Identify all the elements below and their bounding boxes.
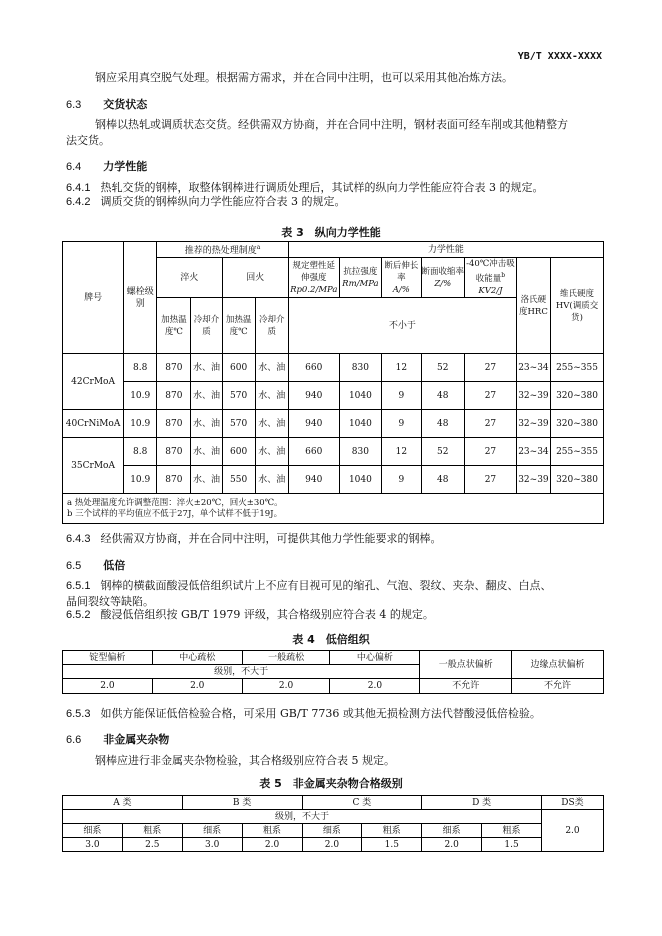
- header-ingot-segregation: 锭型偏析: [63, 651, 153, 665]
- cell-tensile: 1040: [339, 410, 381, 438]
- header-temper-temp: 加热温度℃: [222, 298, 255, 354]
- clause-number: 6.4.1: [66, 182, 91, 194]
- cell-value: 2.0: [152, 679, 242, 694]
- cell-value: 1.5: [482, 838, 542, 852]
- cell-yield: 940: [288, 410, 339, 438]
- clause-number: 6.4.2: [66, 196, 91, 208]
- cell-quench-medium: 水、油: [191, 410, 222, 438]
- cell-yield: 660: [288, 438, 339, 466]
- header-elongation: 断后伸长率 A/%: [382, 258, 421, 298]
- table-row: [63, 354, 604, 382]
- header-heat-treatment: 推荐的热处理制度$^a$: [157, 242, 289, 258]
- cell-quench-medium: 水、油: [191, 466, 222, 494]
- cell-reduction: 48: [421, 382, 465, 410]
- table-3-caption: 表 3 纵向力学性能: [281, 226, 381, 239]
- clause-6-5-1: [66, 578, 606, 594]
- header-max-grade: 级别，不大于: [63, 665, 420, 679]
- cell-elongation: 9: [382, 466, 421, 494]
- cell-impact: 27: [465, 354, 517, 382]
- cell-temper-temp: 550: [222, 466, 255, 494]
- cell-elongation: 12: [382, 354, 421, 382]
- cell-impact: 27: [465, 438, 517, 466]
- paragraph-inclusions: 钢棒应进行非金属夹杂物检验，其合格级别应符合表 5 规定。: [95, 754, 395, 767]
- cell-bolt: 8.8: [124, 354, 157, 382]
- header-quench: 淬火: [157, 258, 222, 298]
- header-bolt-class: 螺栓级别: [124, 242, 157, 354]
- cell-hrc: 23~34: [516, 354, 550, 382]
- cell-hrc: 32~39: [516, 382, 550, 410]
- header-temper-medium: 冷却介质: [255, 298, 288, 354]
- cell-temper-medium: 水、油: [255, 354, 288, 382]
- cell-tensile: 830: [339, 438, 381, 466]
- clause-number: 6.4.3: [66, 533, 91, 545]
- cell-value: 3.0: [63, 838, 123, 852]
- cell-elongation: 9: [382, 382, 421, 410]
- cell-quench-temp: 870: [157, 466, 191, 494]
- section-6-5-heading: [66, 557, 125, 573]
- cell-elongation: 12: [382, 438, 421, 466]
- table-4: [62, 650, 604, 694]
- cell-quench-temp: 870: [157, 438, 191, 466]
- section-title: 低倍: [103, 559, 126, 572]
- cell-value: 不允许: [420, 679, 512, 694]
- clause-number: 6.5.2: [66, 609, 91, 621]
- header-spot-segregation: 一般点状偏析: [420, 651, 512, 679]
- cell-temper-temp: 600: [222, 354, 255, 382]
- clause-text: 调质交货的钢棒纵向力学性能应符合表 3 的规定。: [100, 195, 346, 208]
- header-temper: 回火: [222, 258, 288, 298]
- cell-temper-temp: 570: [222, 410, 255, 438]
- clause-number: 6.5.3: [66, 708, 91, 720]
- header-general-porosity: 一般疏松: [242, 651, 330, 665]
- cell-value: 2.5: [122, 838, 182, 852]
- section-number: 6.6: [66, 734, 82, 746]
- section-6-3-heading: [66, 96, 147, 112]
- clause-text: 如供方能保证低倍检验合格，可采用 GB/T 7736 或其他无损检测方法代替酸浸低倍检验。: [100, 707, 541, 720]
- header-min: 不小于: [288, 298, 516, 354]
- cell-temper-temp: 600: [222, 438, 255, 466]
- header-hrc: 洛氏硬度HRC: [516, 258, 550, 354]
- cell-hv: 320~380: [551, 410, 604, 438]
- cell-quench-temp: 870: [157, 410, 191, 438]
- cell-hrc: 32~39: [516, 410, 550, 438]
- cell-hv: 320~380: [551, 382, 604, 410]
- cell-grade: 42CrMoA: [63, 354, 124, 410]
- header-coarse: 粗系: [482, 824, 542, 838]
- clause-text: 经供需双方协商，并在合同中注明，可提供其他力学性能要求的钢棒。: [100, 532, 442, 545]
- header-class-ds: DS类: [542, 796, 604, 810]
- section-number: 6.4: [66, 161, 82, 173]
- header-center-porosity: 中心疏松: [152, 651, 242, 665]
- section-title: 力学性能: [103, 160, 148, 173]
- clause-6-5-1-cont: 晶间裂纹等缺陷。: [66, 595, 154, 608]
- clause-text: 钢棒的横截面酸浸低倍组织试片上不应有目视可见的缩孔、气泡、裂纹、夹杂、翻皮、白点、: [100, 579, 552, 592]
- cell-impact: 27: [465, 410, 517, 438]
- cell-bolt: 10.9: [124, 410, 157, 438]
- clause-6-5-3: [66, 706, 606, 722]
- header-reduction: 断面收缩率 Z/%: [421, 258, 465, 298]
- document-code: YB/T XXXX-XXXX: [517, 51, 602, 62]
- cell-yield: 660: [288, 354, 339, 382]
- cell-impact: 27: [465, 466, 517, 494]
- table-row: [63, 438, 604, 466]
- section-title: 交货状态: [103, 98, 148, 111]
- table-3-footnotes: [63, 494, 604, 524]
- cell-hrc: 32~39: [516, 466, 550, 494]
- cell-bolt: 8.8: [124, 438, 157, 466]
- header-fine: 细系: [302, 824, 362, 838]
- cell-hv: 255~355: [551, 354, 604, 382]
- clause-text: 酸浸低倍组织按 GB/T 1979 评级，其合格级别应符合表 4 的规定。: [100, 608, 434, 621]
- table-5: [62, 795, 604, 852]
- table-5-caption: 表 5 非金属夹杂物合格级别: [259, 777, 403, 790]
- cell-elongation: 9: [382, 410, 421, 438]
- header-fine: 细系: [422, 824, 482, 838]
- cell-value: 2.0: [302, 838, 362, 852]
- cell-value: 3.0: [182, 838, 242, 852]
- section-title: 非金属夹杂物: [103, 733, 170, 746]
- cell-bolt: 10.9: [124, 382, 157, 410]
- header-coarse: 粗系: [242, 824, 302, 838]
- clause-6-4-3: [66, 531, 606, 547]
- header-impact: -40℃冲击吸收能量$^b$ KV2/J: [466, 259, 515, 296]
- cell-quench-medium: 水、油: [191, 382, 222, 410]
- paragraph-smelting: 钢应采用真空脱气处理。根据需方需求，并在合同中注明，也可以采用其他冶炼方法。: [95, 71, 513, 84]
- header-coarse: 粗系: [362, 824, 422, 838]
- cell-temper-medium: 水、油: [255, 438, 288, 466]
- footnote-a: a 热处理温度允许调整范围：淬火±20℃，回火±30℃。: [67, 497, 283, 508]
- table-row: [63, 838, 604, 852]
- table-row: [63, 410, 604, 438]
- cell-quench-medium: 水、油: [191, 354, 222, 382]
- cell-quench-temp: 870: [157, 382, 191, 410]
- header-max-grade: 级别，不大于: [63, 810, 542, 824]
- clause-text: 热轧交货的钢棒，取整体钢棒进行调质处理后，其试样的纵向力学性能应符合表 3 的规定。: [100, 181, 544, 194]
- cell-hv: 320~380: [551, 466, 604, 494]
- footnote-b: b 三个试样的平均值应不低于27J，单个试样不低于19J。: [67, 508, 283, 519]
- table-3: [62, 241, 604, 524]
- cell-grade: 40CrNiMoA: [63, 410, 124, 438]
- table-4-caption: 表 4 低倍组织: [292, 633, 370, 646]
- section-number: 6.5: [66, 560, 82, 572]
- cell-value: 不允许: [512, 679, 604, 694]
- section-6-6-heading: [66, 731, 169, 747]
- cell-yield: 940: [288, 382, 339, 410]
- cell-tensile: 830: [339, 354, 381, 382]
- cell-tensile: 1040: [339, 466, 381, 494]
- cell-impact: 27: [465, 382, 517, 410]
- header-class-b: B 类: [182, 796, 302, 810]
- table-row: [63, 466, 604, 494]
- cell-reduction: 48: [421, 410, 465, 438]
- paragraph-delivery-2: 法交货。: [66, 134, 110, 147]
- header-class-c: C 类: [302, 796, 422, 810]
- clause-6-5-2: [66, 607, 606, 623]
- header-quench-medium: 冷却介质: [191, 298, 222, 354]
- cell-value: 2.0: [422, 838, 482, 852]
- cell-bolt: 10.9: [124, 466, 157, 494]
- header-hv: 维氏硬度HV(调质交货): [551, 258, 604, 354]
- cell-grade: 35CrMoA: [63, 438, 124, 494]
- header-coarse: 粗系: [122, 824, 182, 838]
- table-row: [63, 679, 604, 694]
- cell-reduction: 52: [421, 438, 465, 466]
- section-number: 6.3: [66, 99, 82, 111]
- cell-temper-medium: 水、油: [255, 382, 288, 410]
- header-class-d: D 类: [422, 796, 542, 810]
- cell-value: 1.5: [362, 838, 422, 852]
- cell-hv: 255~355: [551, 438, 604, 466]
- clause-6-4-2: [66, 194, 606, 210]
- cell-temper-temp: 570: [222, 382, 255, 410]
- clause-number: 6.5.1: [66, 580, 91, 592]
- cell-quench-medium: 水、油: [191, 438, 222, 466]
- header-fine: 细系: [182, 824, 242, 838]
- cell-yield: 940: [288, 466, 339, 494]
- cell-value: 2.0: [242, 679, 330, 694]
- cell-value: 2.0: [63, 679, 153, 694]
- cell-quench-temp: 870: [157, 354, 191, 382]
- header-tensile: 抗拉强度 Rm/MPa: [339, 258, 381, 298]
- header-center-segregation: 中心偏析: [330, 651, 420, 665]
- cell-value: 2.0: [330, 679, 420, 694]
- paragraph-delivery-1: 钢棒以热轧或调质状态交货。经供需双方协商，并在合同中注明，钢材表面可经车削或其他精整方: [95, 118, 568, 131]
- cell-hrc: 23~34: [516, 438, 550, 466]
- header-grade: 牌号: [63, 242, 124, 354]
- header-class-a: A 类: [63, 796, 183, 810]
- cell-reduction: 48: [421, 466, 465, 494]
- cell-tensile: 1040: [339, 382, 381, 410]
- cell-value: 2.0: [242, 838, 302, 852]
- header-edge-spot-segregation: 边缘点状偏析: [512, 651, 604, 679]
- cell-reduction: 52: [421, 354, 465, 382]
- section-6-4-heading: [66, 158, 147, 174]
- header-quench-temp: 加热温度℃: [157, 298, 191, 354]
- header-yield: 规定塑性延伸强度 Rp0.2/MPa: [288, 258, 339, 298]
- header-mechanical: 力学性能: [288, 242, 603, 258]
- cell-ds-value: 2.0: [542, 810, 604, 852]
- table-row: [63, 382, 604, 410]
- header-fine: 细系: [63, 824, 123, 838]
- cell-temper-medium: 水、油: [255, 466, 288, 494]
- cell-temper-medium: 水、油: [255, 410, 288, 438]
